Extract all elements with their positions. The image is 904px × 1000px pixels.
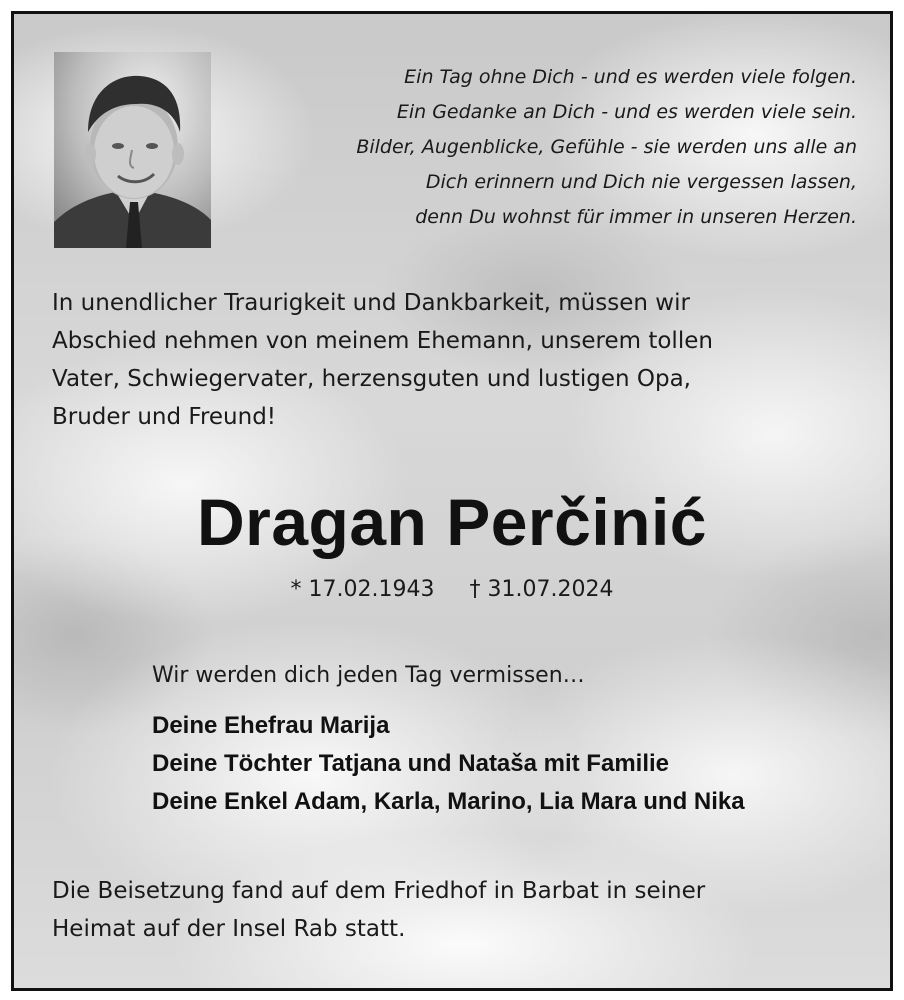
- poem: [237, 60, 857, 235]
- family-signatures: [152, 707, 745, 821]
- intro-line: Bruder und Freund!: [52, 404, 277, 430]
- family-line: Deine Enkel Adam, Karla, Marino, Lia Mara und Nika: [152, 788, 745, 815]
- poem-line: denn Du wohnst für immer in unseren Herzen.: [415, 206, 857, 228]
- portrait-icon: [54, 52, 211, 248]
- miss-line: Wir werden dich jeden Tag vermissen…: [152, 663, 585, 688]
- poem-line: Ein Tag ohne Dich - und es werden viele folgen.: [404, 66, 857, 88]
- funeral-info: [52, 872, 852, 948]
- birth-date: * 17.02.1943: [290, 577, 435, 602]
- intro-line: Abschied nehmen von meinem Ehemann, unserem tollen: [52, 328, 713, 354]
- portrait-photo: [54, 52, 211, 248]
- deceased-name: Dragan Perčinić: [196, 485, 708, 559]
- intro-line: Vater, Schwiegervater, herzensguten und lustigen Opa,: [52, 366, 691, 392]
- funeral-line: Heimat auf der Insel Rab statt.: [52, 916, 406, 942]
- poem-line: Ein Gedanke an Dich - und es werden viele sein.: [396, 101, 857, 123]
- death-date: † 31.07.2024: [469, 577, 614, 602]
- poem-line: Bilder, Augenblicke, Gefühle - sie werden uns alle an: [356, 136, 857, 158]
- poem-line: Dich erinnern und Dich nie vergessen lassen,: [425, 171, 857, 193]
- family-line: Deine Ehefrau Marija: [152, 712, 390, 739]
- intro-line: In unendlicher Traurigkeit und Dankbarkeit, müssen wir: [52, 290, 690, 316]
- obituary-notice: [11, 11, 893, 991]
- funeral-line: Die Beisetzung fand auf dem Friedhof in Barbat in seiner: [52, 878, 706, 904]
- intro-text: [52, 284, 852, 436]
- family-line: Deine Töchter Tatjana und Nataša mit Familie: [152, 750, 670, 777]
- life-dates: [14, 572, 890, 608]
